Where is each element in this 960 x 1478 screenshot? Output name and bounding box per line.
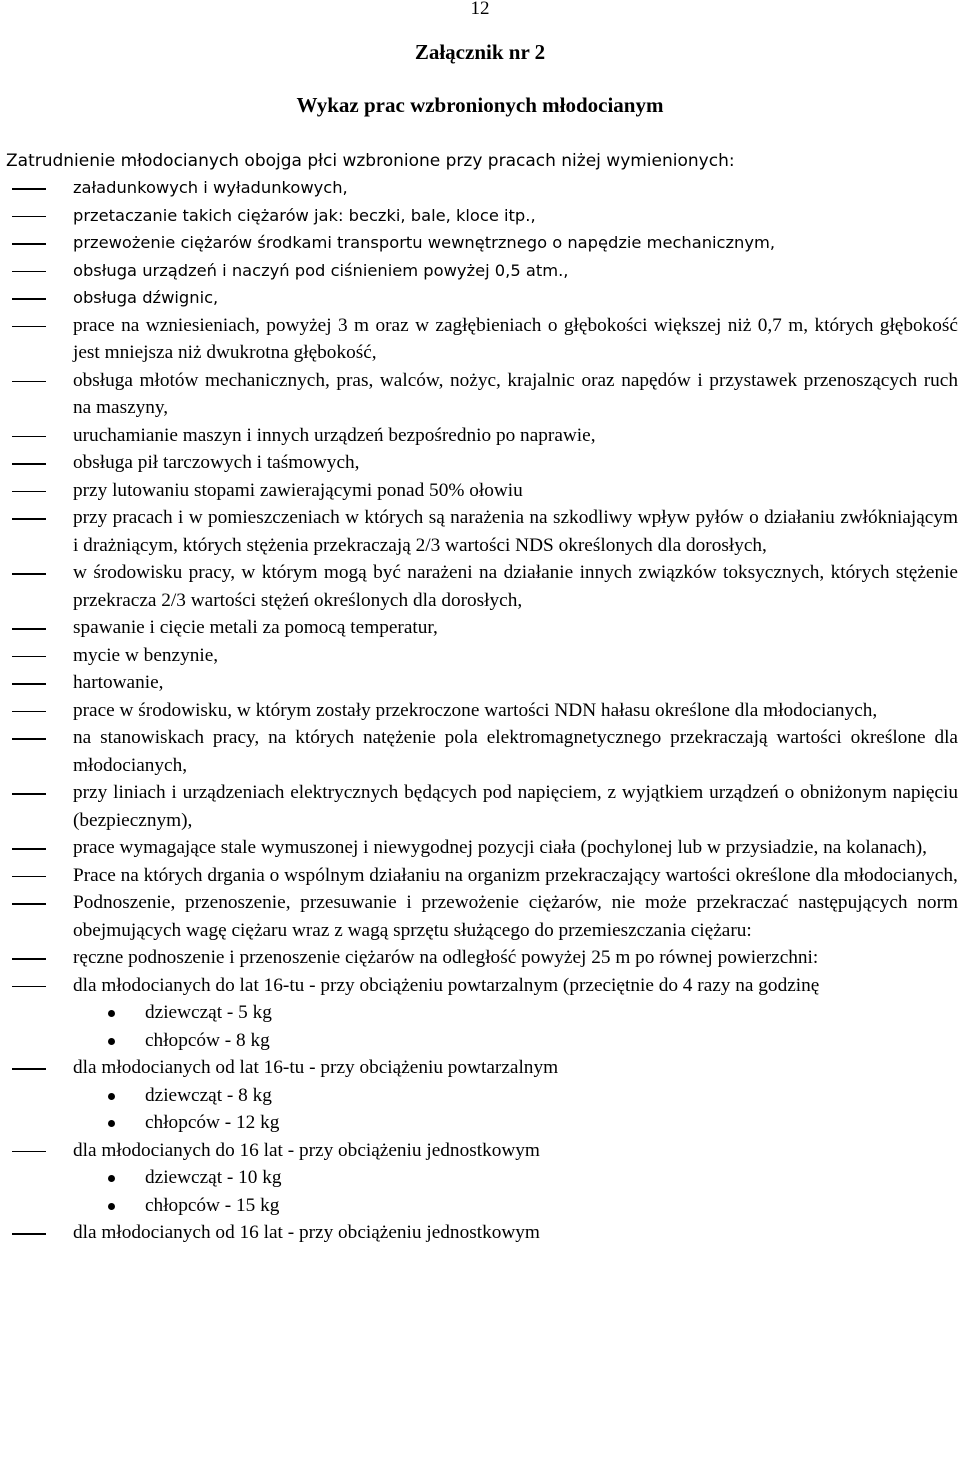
dash-list-item: dla młodocianych od 16 lat - przy obciążeniu jednostkowym (0, 1219, 960, 1247)
dash-list-item: obsługa pił tarczowych i taśmowych, (0, 449, 960, 477)
dash-list-item: załadunkowych i wyładunkowych, (0, 174, 960, 202)
dash-list-item: prace na wzniesieniach, powyżej 3 m oraz w zagłębieniach o głębokości większej niż 0,7 m, których głębokość jest mniejsza niż dwukrotna głębokość, (0, 312, 960, 367)
dash-list-item: dla młodocianych do 16 lat - przy obciążeniu jednostkowym (0, 1137, 960, 1165)
document-title: Załącznik nr 2 (414, 40, 546, 64)
intro-paragraph: Zatrudnienie młodocianych obojga płci wzbronione przy pracach niżej wymienionych: (6, 151, 735, 171)
dash-list-item: obsługa młotów mechanicznych, pras, walców, nożyc, krajalnic oraz napędów i przystawek przenoszących ruch na maszyny, (0, 367, 960, 422)
dash-list-item: uruchamianie maszyn i innych urządzeń bezpośrednio po naprawie, (0, 422, 960, 450)
dash-list-item: przy liniach i urządzeniach elektrycznych będących pod napięciem, z wyjątkiem urządzeń o obniżonym napięciu (bezpiecznym), (0, 779, 960, 834)
dash-list-item: Podnoszenie, przenoszenie, przesuwanie i przewożenie ciężarów, nie może przekraczać następujących norm obejmujących wagę ciężaru wraz z wagą sprzętu służącego do przemieszczania ciężaru: (0, 889, 960, 944)
dash-list-item: w środowisku pracy, w którym mogą być narażeni na działanie innych związków toksycznych, których stężenie przekracza 2/3 wartości stężeń określonych dla dorosłych, (0, 559, 960, 614)
dash-list-item: prace w środowisku, w którym zostały przekroczone wartości NDN hałasu określone dla młodocianych, (0, 697, 960, 725)
dash-list-item: obsługa urządzeń i naczyń pod ciśnieniem powyżej 0,5 atm., (0, 257, 960, 285)
bullet-item: dziewcząt - 5 kg (0, 999, 960, 1027)
dash-list-item: hartowanie, (0, 669, 960, 697)
dash-list-item: przy lutowaniu stopami zawierającymi ponad 50% ołowiu (0, 477, 960, 505)
dash-list-item: obsługa dźwignic, (0, 284, 960, 312)
dash-list-item: przy pracach i w pomieszczeniach w których są narażenia na szkodliwy wpływ pyłów o działaniu zwłókniającym i drażniącym, których stężenia przekraczają 2/3 wartości NDS określonych dla dorosłych, (0, 504, 960, 559)
dash-list-item: Prace na których drgania o wspólnym działaniu na organizm przekraczający wartości określone dla młodocianych, (0, 862, 960, 890)
page-number: 12 (470, 0, 490, 19)
document-subtitle: Wykaz prac wzbronionych młodocianym (296, 93, 664, 117)
bullet-item: chłopców - 12 kg (0, 1109, 960, 1137)
bullet-item: dziewcząt - 10 kg (0, 1164, 960, 1192)
dash-list-item: ręczne podnoszenie i przenoszenie ciężarów na odległość powyżej 25 m po równej powierzchni: (0, 944, 960, 972)
dash-list-item: przetaczanie takich ciężarów jak: beczki, bale, kloce itp., (0, 202, 960, 230)
bullet-item: chłopców - 8 kg (0, 1027, 960, 1055)
dash-list-item: przewożenie ciężarów środkami transportu wewnętrznego o napędzie mechanicznym, (0, 229, 960, 257)
dash-list-item: dla młodocianych do lat 16-tu - przy obciążeniu powtarzalnym (przeciętnie do 4 razy na godzinę (0, 972, 960, 1000)
dash-list-item: prace wymagające stale wymuszonej i niewygodnej pozycji ciała (pochylonej lub w przysiadzie, na kolanach), (0, 834, 960, 862)
bullet-item: chłopców - 15 kg (0, 1192, 960, 1220)
prohibited-work-list (0, 174, 960, 1247)
dash-list-item: dla młodocianych od lat 16-tu - przy obciążeniu powtarzalnym (0, 1054, 960, 1082)
dash-list-item: mycie w benzynie, (0, 642, 960, 670)
dash-list-item: na stanowiskach pracy, na których natężenie pola elektromagnetycznego przekraczają wartości określone dla młodocianych, (0, 724, 960, 779)
bullet-item: dziewcząt - 8 kg (0, 1082, 960, 1110)
dash-list-item: spawanie i cięcie metali za pomocą temperatur, (0, 614, 960, 642)
